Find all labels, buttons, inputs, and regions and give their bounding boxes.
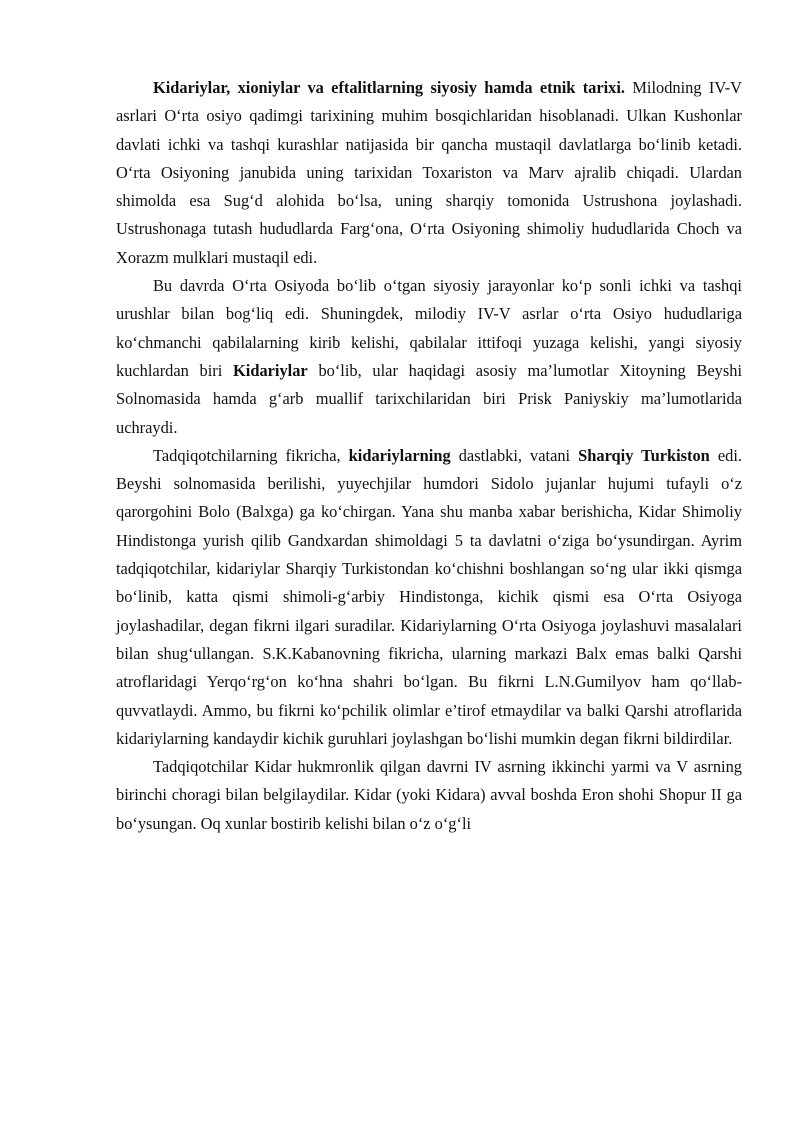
paragraph-2-text-c: bo‘lib, ular haqidagi asosiy ma’lumotlar Xitoyning Beyshi Solnomasida hamda g‘arb muallif tarixchilaridan biri Prisk Paniyskiy ma’lumotlarida uchraydi. [116, 360, 742, 437]
term-kidariylarning: kidariylarning [348, 445, 451, 465]
paragraph-1-text: Milodning IV-V asrlari O‘rta osiyo qadimgi tarixining muhim bosqichlaridan hisoblanadi. Ulkan Kushonlar davlati ichki va tashqi kurashlar natijasida bir qancha mustaqil davlatlarga bo‘linib ketadi. O‘rta Osiyoning janubida uning tarixidan Toxariston va Marv ajralib chiqadi. Ulardan shimolda esa Sug‘d alohida bo‘lsa, uning sharqiy tomonida Ustrushona joylashadi. Ustrushonaga tutash hududlarda Farg‘ona, O‘rta Osiyoning shimoliy hududlarida Choch va Xorazm mulklari mustaqil edi. [116, 78, 742, 267]
document-page [116, 74, 742, 838]
paragraph-4 [116, 753, 742, 838]
term-sharqiy-turkiston: Sharqiy Turkiston [578, 445, 710, 465]
paragraph-4-text: Tadqiqotchilar Kidar hukmronlik qilgan davrni IV asrning ikkinchi yarmi va V asrning birinchi choragi bilan belgilaydilar. Kidar (yoki Kidara) avval boshda Eron shohi Shopur II ga bo‘ysungan. Oq xunlar bostirib kelishi bilan o‘z o‘g‘li [116, 757, 742, 833]
section-title: Kidariylar, xioniylar va eftalitlarning siyosiy hamda etnik tarixi. [153, 78, 626, 97]
paragraph-3 [116, 442, 742, 753]
paragraph-3-text-c: dastlabki, vatani [450, 445, 579, 465]
paragraph-1 [116, 74, 742, 272]
paragraph-3-text-e: edi. Beyshi solnomasida berilishi, yuyechjilar humdori Sidolo jujanlar hujumi tufayli o‘z qarorgohini Bolo (Balxga) ga ko‘chirgan. Yana shu manba xabar berishicha, Kidar Shimoliy Hindistonga yurish qilib Gandxardan shimoldagi 5 ta davlatni o‘ziga bo‘ysundirgan. Ayrim tadqiqotchilar, kidariylar Sharqiy Turkistondan ko‘chishni boshlangan so‘ng ular ikki qismga bo‘linib, katta qismi shimoli-g‘arbiy Hindistonga, kichik qismi esa O‘rta Osiyoga joylashadilar, degan fikrni ilgari suradilar. Kidariylarning O‘rta Osiyoga joylashuvi masalalari bilan shug‘ullangan. S.K.Kabanovning fikricha, ularning markazi Balx emas balki Qarshi atroflaridagi Yerqo‘rg‘on ko‘hna shahri bo‘lgan. Bu fikrni L.N.Gumilyov ham qo‘llab-quvvatlaydi. Ammo, bu fikrni ko‘pchilik olimlar e’tirof etmaydilar va balki Qarshi atroflarida kidariylarning kandaydir kichik guruhlari joylashgan bo‘lishi mumkin degan fikrni bildirdilar. [116, 445, 742, 748]
paragraph-3-text-a: Tadqiqotchilarning fikricha, [153, 445, 349, 465]
term-kidariylar: Kidariylar [233, 360, 308, 380]
paragraph-2 [116, 272, 742, 442]
paragraph-2-text-a: Bu davrda O‘rta Osiyoda bo‘lib o‘tgan siyosiy jarayonlar ko‘p sonli ichki va tashqi urushlar bilan bog‘liq edi. Shuningdek, milodiy IV-V asrlar o‘rta Osiyo hududlariga ko‘chmanchi qabilalarning kirib kelishi, qabilalar ittifoqi yuzaga kelishi, yangi siyosiy kuchlardan biri [116, 276, 742, 380]
